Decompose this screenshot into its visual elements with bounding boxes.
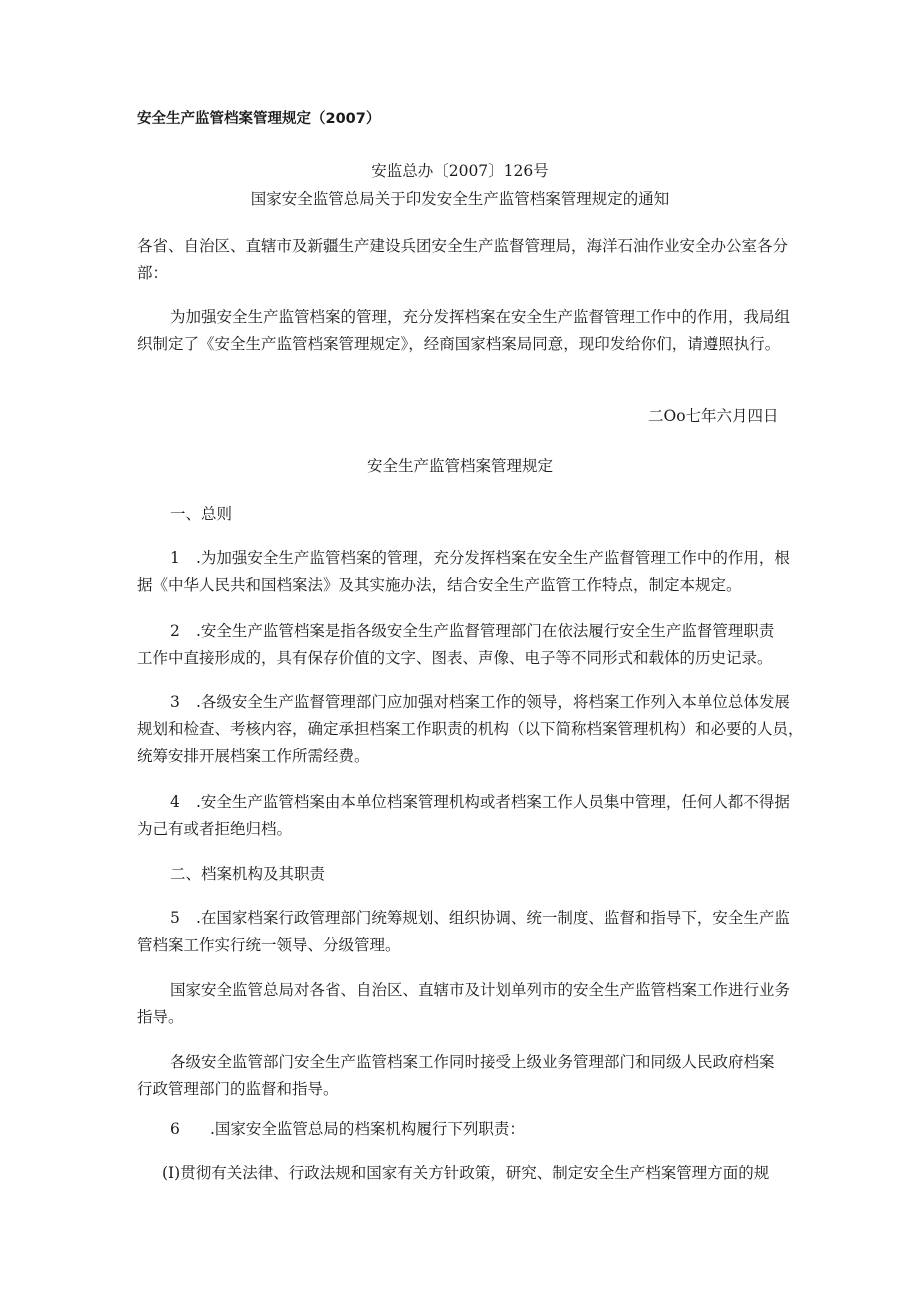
recipients-line-2: 部：	[137, 264, 169, 282]
article-number: 5	[170, 909, 180, 927]
document-number: 安监总办〔2007〕126号	[371, 162, 549, 180]
article-1-line-2: 据《中华人民共和国档案法》及其实施办法，结合安全生产监管工作特点，制定本规定。	[137, 576, 742, 594]
intro-line-1: 为加强安全生产监管档案的管理，充分发挥档案在安全生产监督管理工作中的作用，我局组	[170, 308, 791, 326]
article-1-line-1	[170, 547, 790, 569]
article-5c-line-2: 行政管理部门的监督和指导。	[137, 1080, 339, 1098]
article-5b-line-1: 国家安全监管总局对各省、自治区、直辖市及计划单列市的安全生产监管档案工作进行业务	[170, 981, 791, 999]
article-text: .安全生产监管档案由本单位档案管理机构或者档案工作人员集中管理，任何人都不得据	[196, 793, 790, 811]
article-text: .各级安全生产监督管理部门应加强对档案工作的领导，将档案工作列入本单位总体发展	[196, 693, 790, 711]
article-number: 2	[170, 622, 180, 640]
section-heading-institutions: 二、档案机构及其职责	[170, 865, 326, 883]
article-4-line-1	[170, 791, 790, 813]
document-title: 安全生产监管档案管理规定（2007）	[137, 111, 381, 127]
article-text: .安全生产监管档案是指各级安全生产监督管理部门在依法履行安全生产监督管理职责	[196, 622, 775, 640]
article-2-line-2: 工作中直接形成的，具有保存价值的文字、图表、声像、电子等不同形式和载体的历史记录。	[137, 649, 773, 667]
intro-line-2: 织制定了《安全生产监管档案管理规定》，经商国家档案局同意，现印发给你们，请遵照执行。	[137, 335, 781, 353]
article-number: 3	[170, 693, 180, 711]
article-5-line-2: 管档案工作实行统一领导、分级管理。	[137, 936, 401, 954]
article-5b-line-2: 指导。	[137, 1008, 184, 1026]
section-heading-general: 一、总则	[170, 505, 233, 523]
article-5-line-1	[170, 907, 790, 929]
article-4-line-2: 为己有或者拒绝归档。	[137, 820, 293, 838]
article-text: .在国家档案行政管理部门统筹规划、组织协调、统一制度、监督和指导下，安全生产监	[196, 909, 790, 927]
regulation-title: 安全生产监管档案管理规定	[366, 457, 553, 475]
article-3-line-1	[170, 691, 790, 713]
notice-title: 国家安全监管总局关于印发安全生产监管档案管理规定的通知	[250, 190, 670, 208]
article-number: 6	[170, 1120, 180, 1138]
article-text: .为加强安全生产监管档案的管理，充分发挥档案在安全生产监督管理工作中的作用，根	[196, 549, 790, 567]
article-number: 4	[170, 793, 180, 811]
article-2-line-1	[170, 620, 774, 642]
recipients-line-1: 各省、自治区、直辖市及新疆生产建设兵团安全生产监督管理局，海洋石油作业安全办公室各分	[137, 237, 789, 255]
article-6-line-1	[170, 1118, 525, 1140]
issue-date: 二Oo七年六月四日	[648, 407, 779, 425]
article-text: .国家安全监管总局的档案机构履行下列职责：	[210, 1120, 525, 1138]
article-3-line-3: 统筹安排开展档案工作所需经费。	[137, 747, 370, 765]
article-6-item-1-line-1: (I)贯彻有关法律、行政法规和国家有关方针政策，研究、制定安全生产档案管理方面的规	[162, 1164, 770, 1182]
article-number: 1	[170, 549, 180, 567]
article-3-line-2: 规划和检查、考核内容，确定承担档案工作职责的机构（以下简称档案管理机构）和必要的人员，	[137, 720, 804, 738]
article-5c-line-1: 各级安全监管部门安全生产监管档案工作同时接受上级业务管理部门和同级人民政府档案	[170, 1053, 775, 1071]
